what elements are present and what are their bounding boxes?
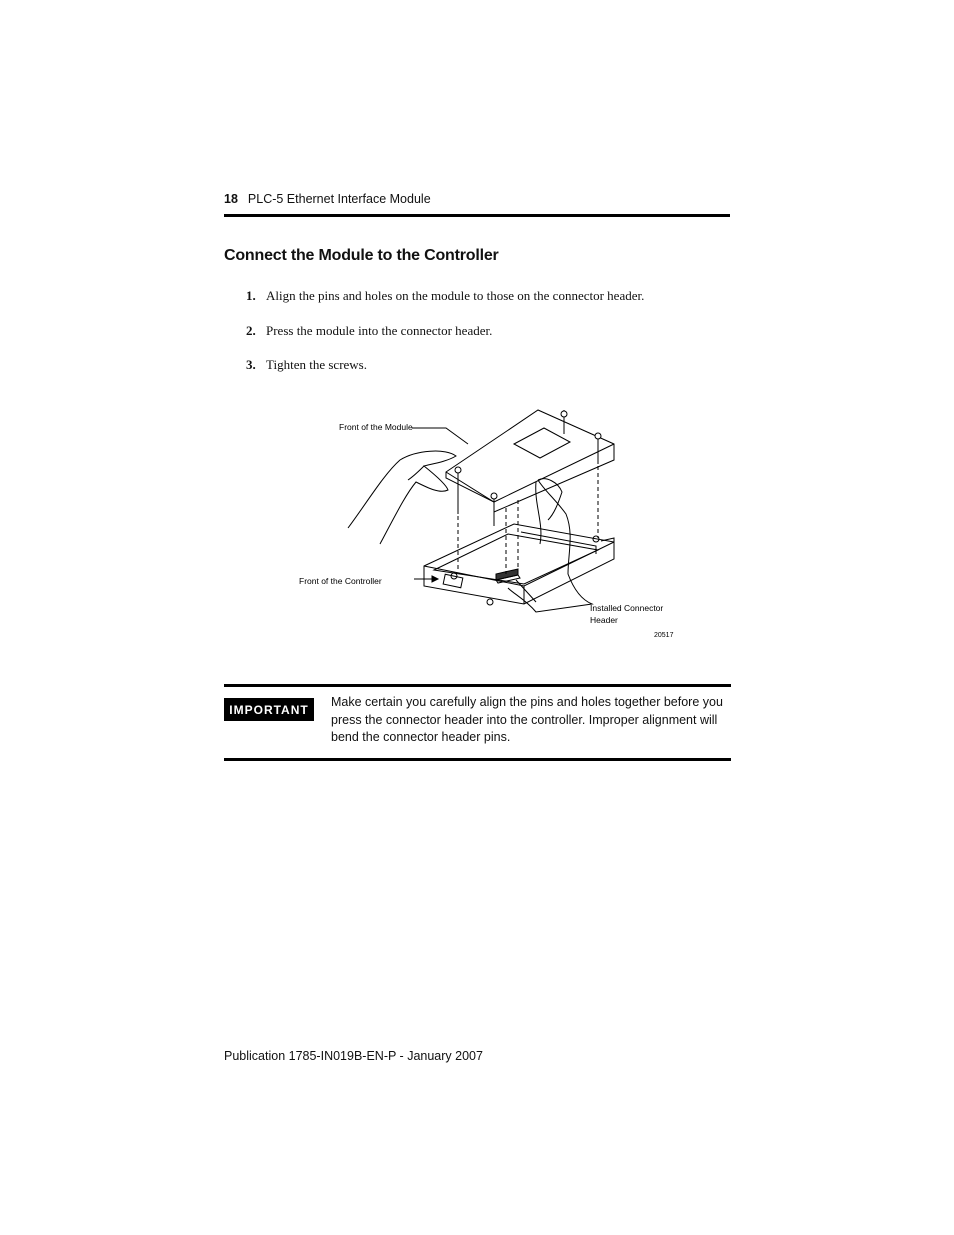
left-hand-drawing [348, 451, 456, 544]
important-top-rule [224, 684, 731, 687]
important-badge: IMPORTANT [224, 698, 314, 721]
running-header [224, 192, 431, 206]
step-text: Align the pins and holes on the module to those on the connector header. [266, 288, 645, 303]
label-installed-connector: Installed Connector [590, 603, 664, 613]
list-item [246, 323, 644, 358]
connector-header [496, 569, 518, 580]
publication-footer: Publication 1785-IN019B-EN-P - January 2007 [224, 1049, 483, 1063]
module-installation-illustration [296, 404, 676, 644]
header-rule [224, 214, 730, 217]
label-front-controller: Front of the Controller [299, 576, 382, 586]
figure-number: 20517 [654, 632, 674, 639]
step-number: 1. [246, 288, 256, 303]
list-item [246, 357, 644, 392]
label-front-module: Front of the Module [339, 422, 413, 432]
section-title: Connect the Module to the Controller [224, 247, 499, 264]
page-number: 18 [224, 192, 238, 206]
label-installed-connector-header: Header [590, 615, 618, 625]
step-text: Tighten the screws. [266, 357, 367, 372]
step-text: Press the module into the connector header. [266, 322, 493, 338]
module-board [446, 410, 614, 512]
important-text: Make certain you carefully align the pins and holes together before you press the connector header into the controller. Improper alignment will bend the connector header pins. [331, 695, 723, 744]
step-list [246, 288, 644, 392]
running-title: PLC-5 Ethernet Interface Module [247, 192, 431, 206]
list-item [246, 288, 644, 323]
important-bottom-rule [224, 758, 731, 761]
step-number: 3. [246, 357, 256, 372]
right-hand-drawing [508, 480, 592, 612]
step-number: 2. [246, 322, 256, 338]
